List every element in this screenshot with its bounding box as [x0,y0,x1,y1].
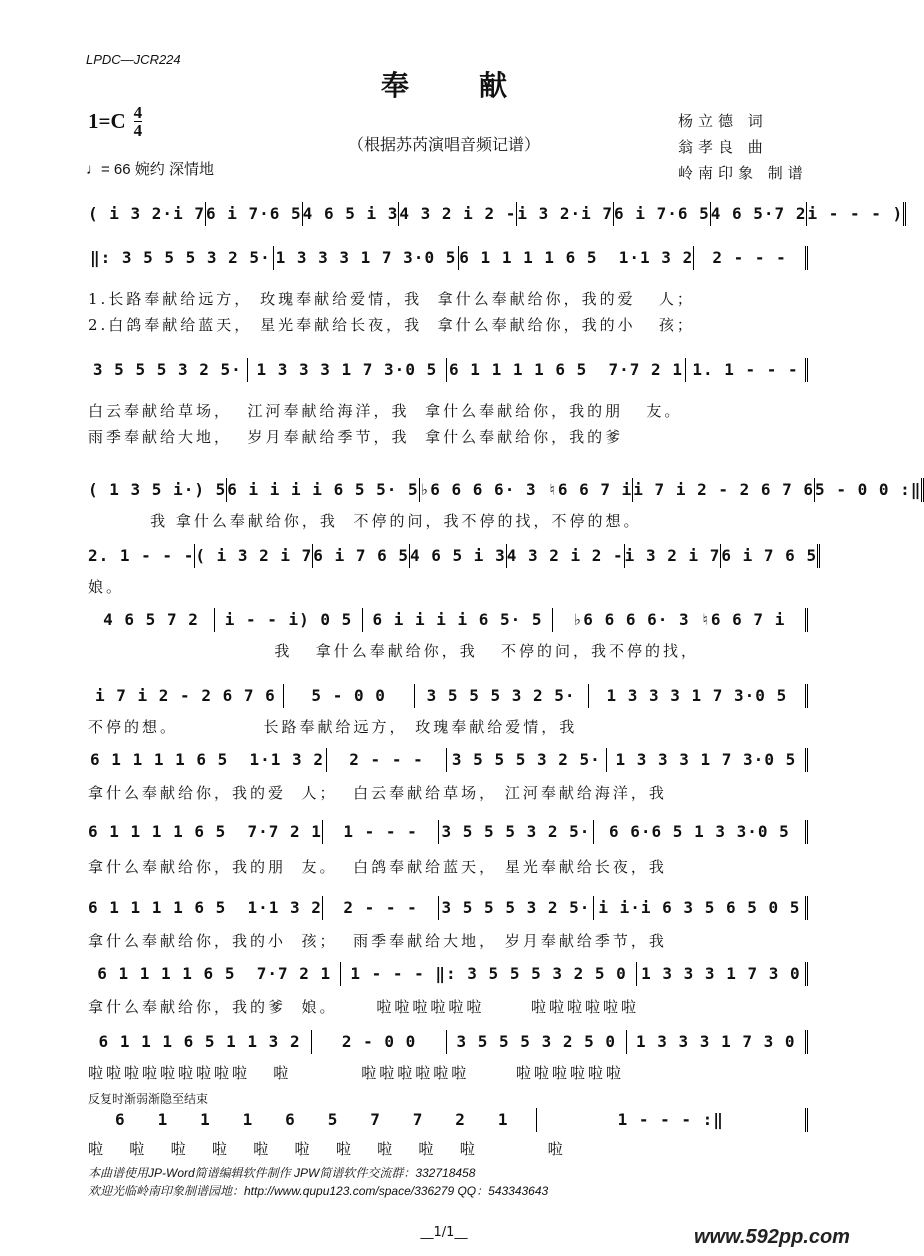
measure: 6 1 1 1 1 6 5 1·1 3 2 [88,896,323,920]
lyric-line: 我 拿什么奉献给你，我 不停的问，我不停的找， [88,642,700,660]
measure: ( i 3 2·i 7 [88,202,206,226]
measure: 5 - 0 0 [284,684,415,708]
measure: 4 6 5 7 2 [88,608,215,632]
measure: 5 - 0 0 :‖ [815,478,924,502]
measure: 6 1 1 1 1 6 5 1·1 3 2 [88,748,327,772]
measure: 6 1 1 1 6 5 1 1 3 2 [88,1030,312,1054]
measure: 6 i 7 6 5 [313,544,410,568]
measure: 1 3 3 3 1 7 3·0 5 [589,684,808,708]
notation-line [88,608,808,632]
composer: 翁孝良 曲 [678,138,768,156]
measure: 3 5 5 5 3 2 5· [88,358,248,382]
measure: i 7 i 2 - 2 6 7 6 [633,478,815,502]
measure: 1 - - - ‖: 3 5 5 5 3 2 5 0 [341,962,636,986]
measure: 2 - - - [327,748,447,772]
measure: 2 - - - [694,246,808,270]
measure: ( 1 3 5 i·) 5 [88,478,227,502]
lyric-line: 啦 啦 啦 啦 啦 啦 啦 啦 啦 啦 啦 [88,1140,566,1158]
notation-line [88,962,808,986]
measure: i 7 i 2 - 2 6 7 6 [88,684,284,708]
measure: 3 5 5 5 3 2 5· [415,684,589,708]
page-number: __1/1__ [420,1225,468,1240]
lyric-line: 拿什么奉献给你，我的爹 娘。 啦啦啦啦啦啦 啦啦啦啦啦啦 [88,998,639,1016]
measure: 6 1 1 1 6 5 7 7 2 1 [88,1108,537,1132]
measure: 1 - - - :‖ [537,1108,809,1132]
watermark-site: www.592pp.com [694,1226,850,1248]
notation-line [88,544,818,568]
footer-line-2: 欢迎光临岭南印象制谱园地：http://www.qupu123.com/space/336279 QQ：543343643 [88,1184,549,1198]
measure: 6 6·6 5 1 3 3·0 5 [594,820,808,844]
measure: 2 - - - [323,896,439,920]
measure: i i·i 6 3 5 6 5 0 5 [594,896,808,920]
measure: i 3 2·i 7 [517,202,614,226]
lyric-line: 2.白鸽奉献给蓝天， 星光奉献给长夜，我 拿什么奉献给你，我的小 孩； [88,316,695,334]
performance-note: 反复时渐弱渐隐至结束 [88,1092,209,1106]
measure: 6 1 1 1 1 6 5 1·1 3 2 [459,246,694,270]
measure: 6 i i i i 6 5 5· 5 [227,478,419,502]
measure: ♭6 6 6 6· 3 ♮6 6 7 i [553,608,808,632]
lyric-line: 我 拿什么奉献给你，我 不停的问，我不停的找，不停的想。 [88,512,642,530]
measure: 4 6 5 i 3 [410,544,507,568]
measure: 1. 1 - - - [686,358,808,382]
lyric-line: 拿什么奉献给你，我的爱 人； 白云奉献给草场， 江河奉献给海洋，我 [88,784,667,802]
measure: 2 - 0 0 [312,1030,447,1054]
measure: 3 5 5 5 3 2 5· [439,820,594,844]
measure: i - - i) 0 5 [215,608,363,632]
lyric-line: 白云奉献给草场， 江河奉献给海洋，我 拿什么奉献给你，我的朋 友。 [88,402,683,420]
lyric-line: 娘。 [88,578,125,596]
notation-line [88,896,808,920]
measure: 1 3 3 3 1 7 3·0 5 [248,358,447,382]
measure: 4 3 2 i 2 - [507,544,625,568]
measure: 6 1 1 1 1 6 5 7·7 2 1 [88,820,323,844]
notation-line [88,202,904,226]
measure: 6 1 1 1 1 6 5 7·7 2 1 [447,358,686,382]
notation-line [88,820,808,844]
measure: ( i 3 2 i 7 [195,544,313,568]
measure: 6 i i i i 6 5· 5 [363,608,553,632]
measure: 1 3 3 3 1 7 3 0 [627,1030,809,1054]
subtitle: （根据苏芮演唱音频记谱） [347,135,540,154]
measure: 1 - - - [323,820,439,844]
time-top: 4 [133,103,143,122]
lyric-line: 拿什么奉献给你，我的朋 友。 白鸽奉献给蓝天， 星光奉献给长夜，我 [88,858,667,876]
notation-line [88,246,808,270]
score-code: LPDC—JCR224 [86,52,181,67]
measure: i 3 2 i 7 [625,544,722,568]
measure: ♭6 6 6 6· 3 ♮6 6 7 i [420,478,634,502]
measure: 6 i 7 6 5 [721,544,820,568]
measure: i - - - ) [807,202,906,226]
lyric-line: 不停的想。 长路奉献给远方， 玫瑰奉献给爱情，我 [88,718,578,736]
measure: 3 5 5 5 3 2 5 0 [447,1030,627,1054]
measure: 2. 1 - - - [88,544,195,568]
notation-line [88,1108,808,1132]
footer-notes [88,1164,548,1200]
measure: 6 1 1 1 1 6 5 7·7 2 1 [88,962,341,986]
footer-line-1: 本曲谱使用JP-Word简谱编辑软件制作 JPW简谱软件交流群：332718458 [88,1166,476,1180]
notation-line [88,1030,808,1054]
measure: 6 i 7·6 5 [206,202,303,226]
arranger: 岭南印象 制谱 [678,164,808,182]
notation-line [88,684,808,708]
page-title: 奉献 [380,69,577,102]
measure: 3 5 5 5 3 2 5· [447,748,607,772]
notation-line [88,358,808,382]
time-bottom: 4 [133,121,143,140]
measure: 1 3 3 3 1 7 3·0 5 [274,246,460,270]
measure: 4 6 5·7 2 [711,202,808,226]
lyric-line: 1.长路奉献给远方， 玫瑰奉献给爱情，我 拿什么奉献给你，我的爱 人； [88,290,695,308]
notation-line [88,748,808,772]
measure: 3 5 5 5 3 2 5· [439,896,594,920]
tempo-marking: ♩= 66 婉约 深情地 [86,161,214,178]
measure: 1 3 3 3 1 7 3 0 [637,962,808,986]
measure: 4 3 2 i 2 - [399,202,517,226]
measure: 4 6 5 i 3 [303,202,400,226]
lyric-line: 雨季奉献给大地， 岁月奉献给季节，我 拿什么奉献给你，我的爹 [88,428,624,446]
measure: ‖: 3 5 5 5 3 2 5· [88,246,274,270]
measure: 1 3 3 3 1 7 3·0 5 [607,748,808,772]
key-label: 1=C [88,109,126,133]
notation-line [88,478,922,502]
lyric-line: 啦啦啦啦啦啦啦啦啦 啦 啦啦啦啦啦啦 啦啦啦啦啦啦 [88,1064,624,1082]
measure: 6 i 7·6 5 [614,202,711,226]
credits [678,108,808,186]
lyricist: 杨立德 词 [678,112,768,130]
lyric-line: 拿什么奉献给你，我的小 孩； 雨季奉献给大地， 岁月奉献给季节，我 [88,932,667,950]
